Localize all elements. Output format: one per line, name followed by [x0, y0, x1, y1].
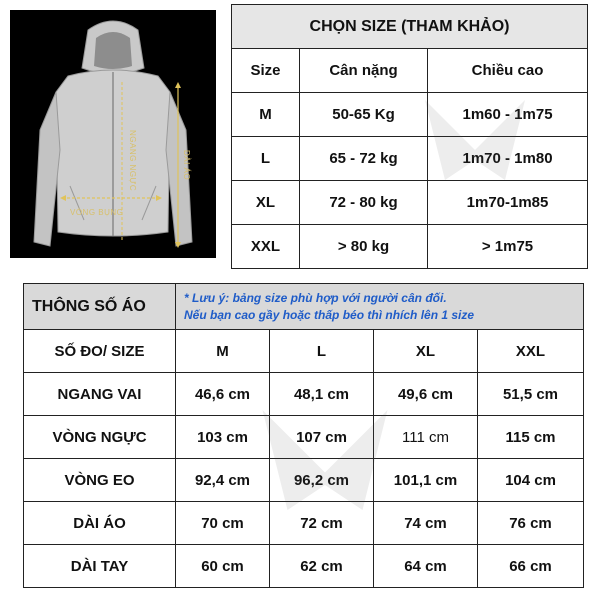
value-cell: 48,1 cm: [270, 373, 374, 416]
jacket-illustration: [10, 10, 216, 258]
col-header-weight: Cân nặng: [300, 49, 428, 93]
value-cell: 72 cm: [270, 502, 374, 545]
label-waist: VÒNG BỤNG: [70, 208, 124, 217]
weight-cell: 65 - 72 kg: [300, 137, 428, 181]
row-label: NGANG VAI: [24, 373, 176, 416]
label-length: DÀI ÁO: [182, 150, 191, 181]
weight-cell: > 80 kg: [300, 225, 428, 269]
value-cell: 51,5 cm: [478, 373, 584, 416]
height-cell: 1m70-1m85: [428, 181, 588, 225]
col-header-height: Chiều cao: [428, 49, 588, 93]
value-cell: 107 cm: [270, 416, 374, 459]
value-cell: 62 cm: [270, 545, 374, 588]
value-cell: 46,6 cm: [176, 373, 270, 416]
size-cell: M: [232, 93, 300, 137]
table-row: [24, 373, 584, 416]
table-row: [24, 416, 584, 459]
value-cell: 49,6 cm: [374, 373, 478, 416]
weight-cell: 50-65 Kg: [300, 93, 428, 137]
col-header-xxl: XXL: [478, 330, 584, 373]
height-cell: > 1m75: [428, 225, 588, 269]
table-row: [24, 545, 584, 588]
fit-note-line-1: * Lưu ý: bảng size phù hợp với người cân đối.: [184, 290, 447, 305]
value-cell: 66 cm: [478, 545, 584, 588]
col-header-xl: XL: [374, 330, 478, 373]
value-cell: 76 cm: [478, 502, 584, 545]
value-cell: 96,2 cm: [270, 459, 374, 502]
size-guide-title: CHỌN SIZE (THAM KHẢO): [232, 5, 588, 49]
row-label: VÒNG NGỰC: [24, 416, 176, 459]
label-chest: NGANG NGỰC: [128, 130, 137, 192]
size-cell: L: [232, 137, 300, 181]
value-cell: 60 cm: [176, 545, 270, 588]
row-label: DÀI TAY: [24, 545, 176, 588]
value-cell: 104 cm: [478, 459, 584, 502]
value-cell: 92,4 cm: [176, 459, 270, 502]
col-header-size: Size: [232, 49, 300, 93]
col-header-m: M: [176, 330, 270, 373]
value-cell: 101,1 cm: [374, 459, 478, 502]
table-row: [24, 502, 584, 545]
fit-note-line-2: Nếu bạn cao gầy hoặc thấp béo thì nhích lên 1 size: [184, 307, 475, 322]
fit-note: [176, 284, 584, 330]
height-cell: 1m70 - 1m80: [428, 137, 588, 181]
height-cell: 1m60 - 1m75: [428, 93, 588, 137]
value-cell: 103 cm: [176, 416, 270, 459]
row-label: VÒNG EO: [24, 459, 176, 502]
spec-table: [23, 283, 584, 588]
spec-title: THÔNG SỐ ÁO: [24, 284, 176, 330]
row-label: DÀI ÁO: [24, 502, 176, 545]
size-cell: XL: [232, 181, 300, 225]
col-header-l: L: [270, 330, 374, 373]
value-cell: 74 cm: [374, 502, 478, 545]
col-header-measure: SỐ ĐO/ SIZE: [24, 330, 176, 373]
value-cell: 115 cm: [478, 416, 584, 459]
product-photo: [10, 10, 216, 258]
value-cell: 111 cm: [374, 416, 478, 459]
table-row: [24, 459, 584, 502]
size-cell: XXL: [232, 225, 300, 269]
value-cell: 70 cm: [176, 502, 270, 545]
size-guide-table: [231, 4, 588, 269]
weight-cell: 72 - 80 kg: [300, 181, 428, 225]
value-cell: 64 cm: [374, 545, 478, 588]
